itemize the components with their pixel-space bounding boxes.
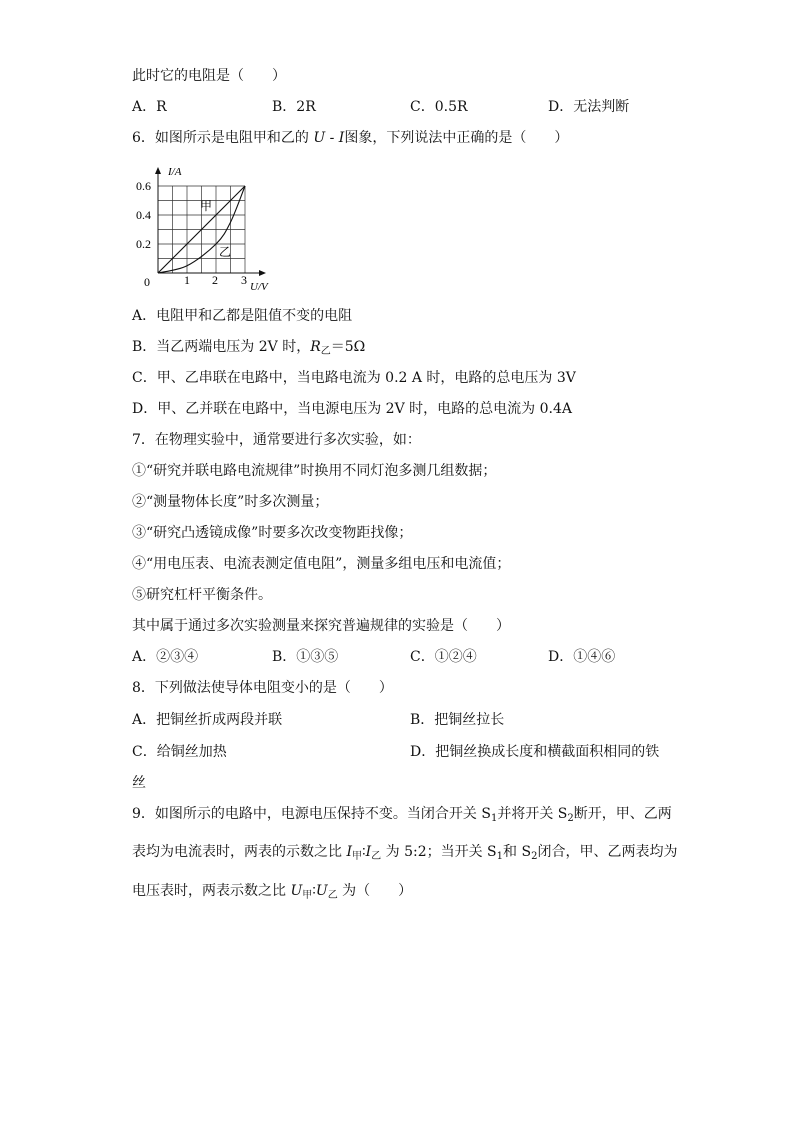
q7-option-b: B．①③⑤ (272, 649, 339, 665)
x-tick-label: 1 (184, 273, 190, 287)
q9-colon: ∶ (312, 883, 316, 899)
y-axis-label: I/A (168, 166, 182, 178)
q7-item: ⑤研究杠杆平衡条件。 (132, 587, 272, 603)
q6-option-b (132, 337, 365, 362)
curve-label-yi: 乙 (219, 245, 232, 259)
q9-colon: ∶ (361, 844, 366, 860)
intro-line: 此时它的电阻是（ ） (132, 68, 286, 84)
q6-graph (128, 160, 278, 295)
q6-stem-post: 图象，下列说法中正确的是（ ） (344, 130, 569, 146)
q9-subscript: 甲 (302, 890, 313, 901)
q9-text: 9．如图所示的电路中，电源电压保持不变。当闭合开关 S (132, 806, 491, 822)
q6-option-a: A．电阻甲和乙都是阻值不变的电阻 (132, 308, 353, 324)
q6-stem (132, 128, 568, 148)
q5-option-d: D．无法判断 (548, 99, 630, 115)
q7-option-a: A．②③④ (132, 649, 199, 665)
q6-graph-svg (128, 160, 278, 295)
q9-subscript: 2 (531, 851, 538, 862)
q9-line-3 (132, 881, 412, 906)
q6-option-d: D．甲、乙并联在电路中，当电源电压为 2V 时，电路的总电流为 0.4A (132, 401, 572, 417)
q8-option-b: B．把铜丝拉长 (410, 712, 505, 728)
q9-subscript: 1 (490, 813, 498, 824)
q9-subscript: 乙 (327, 890, 338, 901)
q9-text: 电压表时，两表示数之比 (132, 883, 291, 899)
q9-subscript: 1 (496, 851, 504, 862)
q7-item: ②“测量物体长度”时多次测量； (132, 494, 329, 510)
q7-question: 其中属于通过多次实验测量来探究普遍规律的实验是（ ） (132, 618, 510, 634)
q8-option-d: D．把铜丝换成长度和横截面积相同的铁 (410, 744, 660, 760)
q9-var-u: U (290, 883, 303, 899)
x-axis-arrow (259, 270, 266, 276)
q8-stem: 8．下列做法使导体电阻变小的是（ ） (132, 680, 393, 696)
y-tick-label: 0.4 (136, 208, 151, 222)
q9-subscript: 乙 (371, 851, 382, 862)
x-tick-label: 3 (241, 273, 247, 287)
q9-line-2 (132, 842, 677, 867)
q9-text: 闭合，甲、乙两表均为 (537, 844, 678, 860)
q7-item: ①“研究并联电路电流规律”时换用不同灯泡多测几组数据； (132, 463, 497, 479)
q9-text: 断开，甲、乙两 (573, 806, 672, 822)
q7-stem: 7．在物理实验中，通常要进行多次实验，如： (132, 432, 421, 448)
q8-option-c: C．给铜丝加热 (132, 744, 227, 760)
q9-var-i: I (365, 844, 372, 860)
q7-item: ④“用电压表、电流表测定值电阻”，测量多组电压和电流值； (132, 556, 511, 572)
curve-label-jia: 甲 (200, 199, 213, 213)
q5-option-a: A．R (132, 99, 167, 115)
q9-text: 为 5:2；当开关 S (381, 844, 497, 860)
y-tick-label: 0.2 (136, 237, 151, 251)
q9-subscript: 甲 (351, 851, 362, 862)
q9-text: 为（ ） (337, 883, 413, 899)
q6-option-b-pre: B．当乙两端电压为 2V 时， (132, 339, 311, 355)
q7-option-d: D．①④⑥ (548, 649, 616, 665)
q6-option-b-post: ＝5Ω (330, 339, 366, 355)
q6-stem-var: U - I (313, 130, 345, 146)
y-tick-label: 0.6 (136, 179, 151, 193)
origin-label: 0 (144, 275, 150, 289)
q9-var-i: I (346, 844, 352, 860)
q6-option-b-sub: 乙 (320, 346, 331, 357)
q5-option-b: B．2R (272, 99, 316, 115)
q7-item: ③“研究凸透镜成像”时要多次改变物距找像； (132, 525, 413, 541)
q9-line-1 (132, 804, 672, 829)
y-axis-arrow (155, 167, 161, 174)
q9-text: 和 S (503, 844, 532, 860)
q9-text: 并将开关 S (497, 806, 568, 822)
q6-option-b-r: R (310, 339, 321, 355)
x-axis-label: U/V (250, 281, 268, 293)
x-tick-label: 2 (212, 273, 218, 287)
q9-text: 表均为电流表时，两表的示数之比 (132, 844, 347, 860)
q9-subscript: 2 (567, 813, 574, 824)
q9-var-u: U (315, 883, 328, 899)
q6-stem-pre: 6．如图所示是电阻甲和乙的 (132, 130, 314, 146)
q7-option-c: C．①②④ (410, 649, 477, 665)
q6-option-c: C．甲、乙串联在电路中，当电路电流为 0.2 A 时，电路的总电压为 3V (132, 370, 576, 386)
q5-option-c: C．0.5R (410, 99, 468, 115)
q8-option-d-cont: 丝 (132, 775, 146, 791)
q8-option-a: A．把铜丝折成两段并联 (132, 712, 283, 728)
